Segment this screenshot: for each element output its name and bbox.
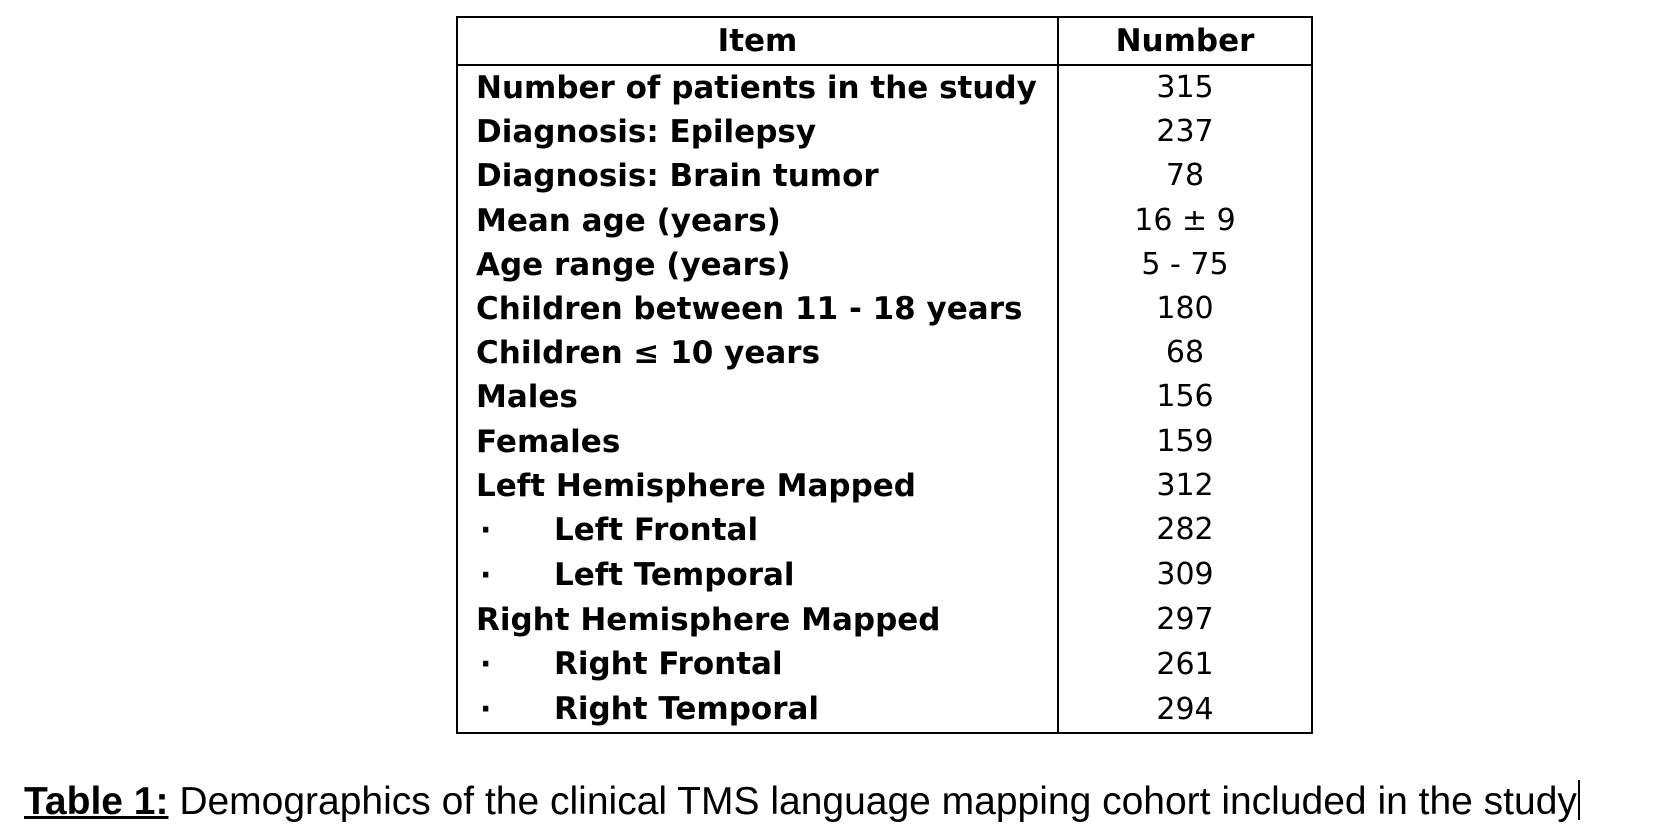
row-value-cell: 156: [1156, 379, 1214, 415]
row-item-label: Number of patients in the study: [476, 70, 1037, 107]
row-item-cell: [458, 331, 1058, 375]
row-item-label: Left Frontal: [554, 511, 759, 548]
row-item-label: Mean age (years): [476, 202, 781, 239]
table-row: [458, 331, 1311, 375]
row-value-cell: 16 ± 9: [1134, 202, 1236, 238]
row-item-cell: [458, 65, 1058, 110]
table-row: [458, 110, 1311, 154]
caption-label: Table 1:: [24, 780, 169, 823]
caption-text: Demographics of the clinical TMS language mapping cohort included in the study: [168, 780, 1577, 823]
row-item-label: Diagnosis: Brain tumor: [476, 158, 879, 195]
row-item-label: Children between 11 - 18 years: [476, 291, 1023, 328]
table-row: [458, 687, 1311, 732]
row-item-cell: [458, 287, 1058, 331]
row-item-cell: [458, 110, 1058, 154]
column-header-item: Item: [458, 18, 1058, 65]
bullet-icon: ·: [480, 512, 492, 548]
row-value-cell: 68: [1165, 335, 1205, 371]
row-item-cell: [458, 464, 1058, 508]
table-row: [458, 420, 1311, 464]
bullet-icon: ·: [480, 692, 492, 728]
row-item-label: Right Frontal: [554, 646, 783, 683]
demographics-table-frame: [456, 16, 1313, 734]
table-header-row: [458, 18, 1311, 65]
row-value-cell: 294: [1156, 691, 1214, 727]
bullet-icon: ·: [480, 557, 492, 593]
row-value-cell: 78: [1165, 158, 1205, 194]
table-row: [458, 243, 1311, 287]
table-body: [458, 65, 1311, 732]
row-item-label: Females: [476, 423, 621, 460]
row-item-cell: [458, 199, 1058, 243]
bullet-icon: ·: [480, 647, 492, 683]
text-cursor: [1578, 780, 1580, 820]
table-row: [458, 199, 1311, 243]
table-row: [458, 508, 1311, 553]
table-row: [458, 464, 1311, 508]
row-item-label: Diagnosis: Epilepsy: [476, 114, 817, 151]
row-value-cell: 297: [1156, 601, 1214, 637]
row-item-cell: [458, 642, 1058, 687]
table-row: [458, 287, 1311, 331]
row-value-cell: 309: [1156, 557, 1214, 593]
table-row: [458, 598, 1311, 642]
table-row: [458, 375, 1311, 419]
row-item-label: Children ≤ 10 years: [476, 335, 821, 372]
column-header-number: Number: [1058, 18, 1311, 65]
row-item-cell: [458, 553, 1058, 598]
row-item-cell: [458, 420, 1058, 464]
row-value-cell: 159: [1156, 423, 1214, 459]
row-value-cell: 315: [1156, 70, 1214, 106]
row-value-cell: 237: [1156, 114, 1214, 150]
row-value-cell: 312: [1156, 467, 1214, 503]
row-item-cell: [458, 243, 1058, 287]
table-row: [458, 65, 1311, 110]
row-value-cell: 261: [1156, 646, 1214, 682]
table-row: [458, 154, 1311, 198]
row-item-label: Males: [476, 379, 578, 416]
row-value-cell: 5 - 75: [1141, 246, 1229, 282]
table-caption: [24, 778, 1580, 826]
row-item-cell: [458, 598, 1058, 642]
row-item-label: Right Temporal: [554, 691, 820, 728]
row-item-cell: [458, 508, 1058, 553]
row-item-cell: [458, 687, 1058, 732]
row-item-label: Left Temporal: [554, 556, 795, 593]
demographics-table: [458, 18, 1311, 732]
row-value-cell: 180: [1156, 291, 1214, 327]
row-item-label: Left Hemisphere Mapped: [476, 467, 916, 504]
table-row: [458, 553, 1311, 598]
row-item-label: Right Hemisphere Mapped: [476, 601, 941, 638]
table-row: [458, 642, 1311, 687]
row-item-cell: [458, 375, 1058, 419]
row-item-cell: [458, 154, 1058, 198]
row-item-label: Age range (years): [476, 246, 791, 283]
row-value-cell: 282: [1156, 512, 1214, 548]
